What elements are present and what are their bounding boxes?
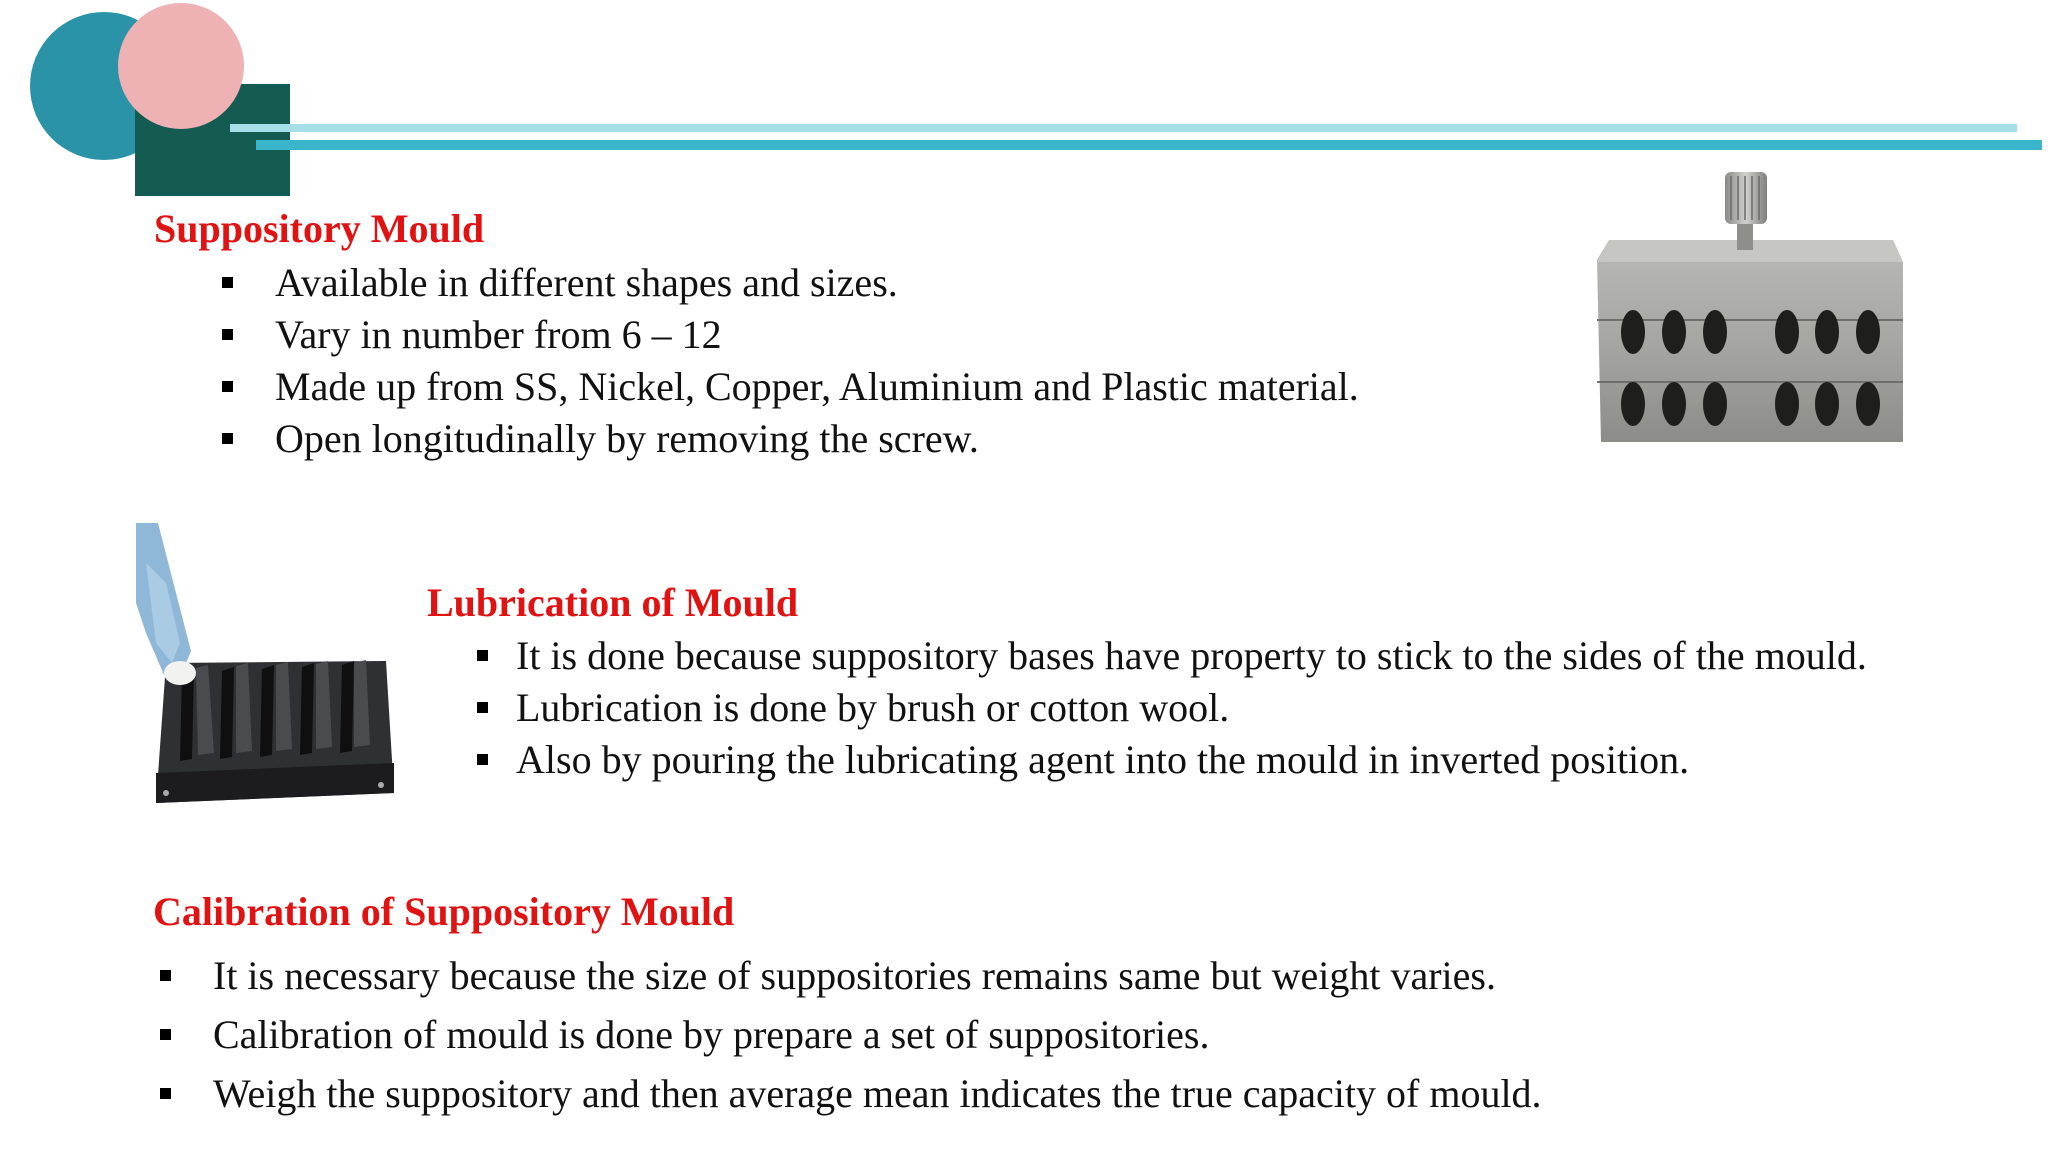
bullet-square-icon [477,650,488,661]
bullet-text: It is done because suppository bases have property to stick to the sides of the mould. [516,633,1867,678]
bullet-square-icon [222,277,233,288]
list-item [160,946,1542,1005]
bullet-text: Lubrication is done by brush or cotton wool. [516,685,1230,730]
bullet-square-icon [160,970,171,981]
bullet-text: Available in different shapes and sizes. [275,260,898,305]
bullet-text: Weigh the suppository and then average mean indicates the true capacity of mould. [213,1071,1542,1116]
decor-pink-circle [118,3,244,129]
list-item [222,361,1359,413]
section-heading-lubrication: Lubrication of Mould [427,580,799,625]
suppository-mould-bullet-list [222,257,1359,465]
list-item [222,257,1359,309]
bullet-square-icon [477,702,488,713]
bullet-square-icon [477,754,488,765]
bullet-text: Open longitudinally by removing the screw. [275,416,979,461]
list-item [477,734,1867,786]
decor-dark-line [256,140,2042,150]
bullet-square-icon [160,1088,171,1099]
list-item [222,413,1359,465]
bullet-square-icon [222,433,233,444]
lubrication-bullet-list [477,630,1867,786]
calibration-bullet-list [160,946,1542,1123]
section-heading-suppository-mould: Suppository Mould [154,206,485,251]
section-heading-calibration: Calibration of Suppository Mould [153,889,735,934]
list-item [477,682,1867,734]
list-item [160,1005,1542,1064]
bullet-square-icon [160,1029,171,1040]
bullet-square-icon [222,381,233,392]
bullet-square-icon [222,329,233,340]
metal-mould-photo [1575,170,1915,460]
list-item [222,309,1359,361]
bullet-text: Also by pouring the lubricating agent into the mould in inverted position. [516,737,1690,782]
list-item [477,630,1867,682]
lubrication-photo [136,523,396,808]
bullet-text: Vary in number from 6 – 12 [275,312,722,357]
bullet-text: It is necessary because the size of suppositories remains same but weight varies. [213,953,1496,998]
decor-light-line [230,124,2017,132]
list-item [160,1064,1542,1123]
bullet-text: Made up from SS, Nickel, Copper, Aluminium and Plastic material. [275,364,1359,409]
bullet-text: Calibration of mould is done by prepare a set of suppositories. [213,1012,1210,1057]
